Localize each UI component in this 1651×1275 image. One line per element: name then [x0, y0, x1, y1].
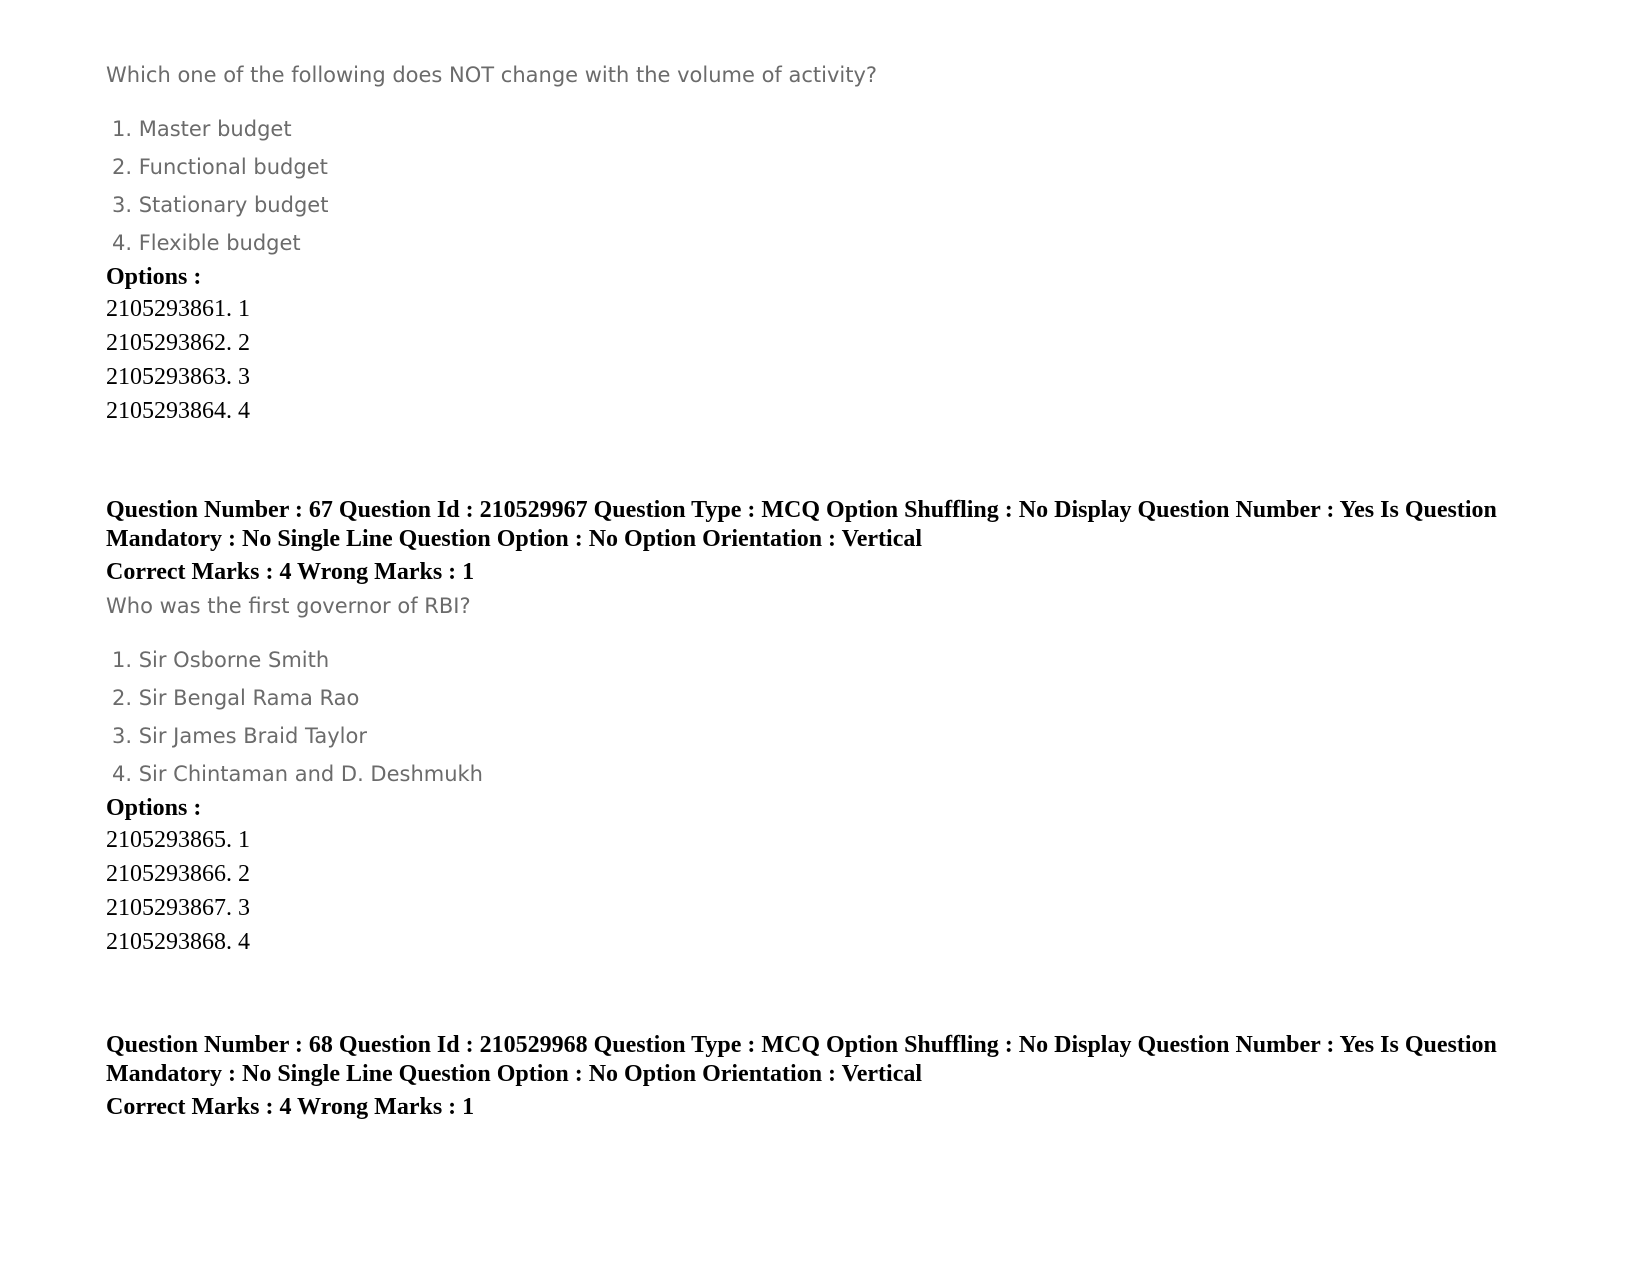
question-67 [106, 496, 1576, 959]
choice-item: 2. Sir Bengal Rama Rao [112, 686, 360, 710]
option-id-row: 2105293861. 1 [106, 296, 250, 322]
choice-item: 2. Functional budget [112, 155, 328, 179]
options-label: Options : [106, 264, 202, 290]
question-66 [106, 62, 1576, 428]
question-meta-line: Mandatory : No Single Line Question Option : No Option Orientation : Vertical [106, 526, 923, 552]
question-meta-line: Mandatory : No Single Line Question Option : No Option Orientation : Vertical [106, 1061, 923, 1087]
question-text: Who was the first governor of RBI? [106, 594, 471, 618]
question-meta [106, 1031, 1576, 1089]
question-text: Which one of the following does NOT change with the volume of activity? [106, 63, 878, 87]
choice-list [106, 116, 1576, 268]
question-meta-line: Question Number : 68 Question Id : 210529968 Question Type : MCQ Option Shuffling : No Display Question Number : Yes Is Question [106, 1032, 1497, 1058]
choice-item: 4. Sir Chintaman and D. Deshmukh [112, 762, 483, 786]
option-id-row: 2105293863. 3 [106, 364, 250, 390]
choice-item: 4. Flexible budget [112, 231, 301, 255]
option-id-row: 2105293862. 2 [106, 330, 250, 356]
option-id-list [106, 823, 1576, 959]
choice-item: 3. Sir James Braid Taylor [112, 724, 367, 748]
choice-list [106, 647, 1576, 799]
option-id-row: 2105293866. 2 [106, 861, 250, 887]
option-id-row: 2105293864. 4 [106, 398, 250, 424]
choice-item: 1. Master budget [112, 117, 292, 141]
choice-item: 1. Sir Osborne Smith [112, 648, 330, 672]
option-id-list [106, 292, 1576, 428]
option-id-row: 2105293865. 1 [106, 827, 250, 853]
question-meta-line: Question Number : 67 Question Id : 210529967 Question Type : MCQ Option Shuffling : No Display Question Number : Yes Is Question [106, 497, 1497, 523]
marks-line: Correct Marks : 4 Wrong Marks : 1 [106, 1094, 475, 1120]
question-meta [106, 496, 1576, 554]
choice-item: 3. Stationary budget [112, 193, 329, 217]
option-id-row: 2105293867. 3 [106, 895, 250, 921]
option-id-row: 2105293868. 4 [106, 929, 250, 955]
question-68 [106, 1031, 1576, 1122]
marks-line: Correct Marks : 4 Wrong Marks : 1 [106, 559, 475, 585]
options-label: Options : [106, 795, 202, 821]
